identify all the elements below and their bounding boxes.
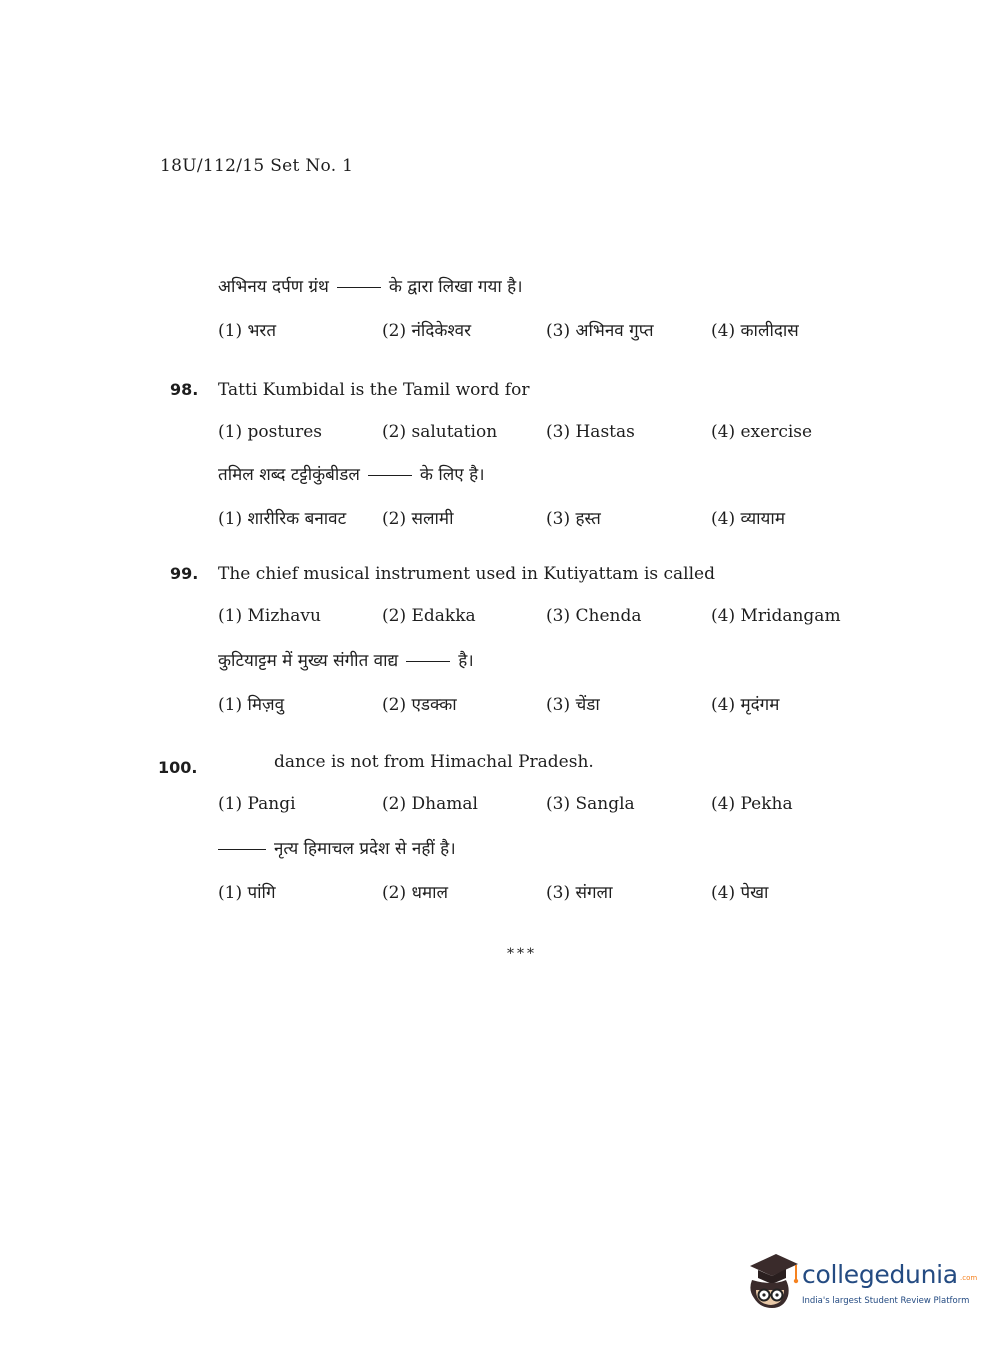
option-1: (1) भरत bbox=[218, 321, 277, 341]
option-2: (2) Edakka bbox=[382, 606, 476, 626]
option-2: (2) नंदिकेश्वर bbox=[382, 321, 472, 341]
option-3: (3) Hastas bbox=[546, 422, 635, 442]
option-4: (4) मृदंगम bbox=[711, 695, 780, 715]
answer-blank bbox=[368, 475, 412, 476]
option-3: (3) संगला bbox=[546, 883, 613, 903]
option-2: (2) salutation bbox=[382, 422, 498, 442]
option-4: (4) पेखा bbox=[711, 883, 769, 903]
hindi-options bbox=[218, 880, 898, 906]
question-english-text: dance is not from Himachal Pradesh. bbox=[274, 752, 594, 772]
page-code: 18U/112/15 Set No. 1 bbox=[160, 156, 354, 176]
question-number: 100. bbox=[158, 758, 198, 777]
english-options bbox=[218, 606, 898, 632]
question-hindi-text: तमिल शब्द टट्टीकुंबीडल के लिए है। bbox=[218, 465, 485, 485]
question-english-text: The chief musical instrument used in Kutiyattam is called bbox=[218, 564, 715, 584]
option-3: (3) चेंडा bbox=[546, 695, 600, 715]
answer-blank bbox=[406, 661, 450, 662]
option-4: (4) Mridangam bbox=[711, 606, 841, 626]
option-3: (3) हस्त bbox=[546, 509, 601, 529]
option-2: (2) Dhamal bbox=[382, 794, 478, 814]
question-hindi-text: कुटियाट्टम में मुख्य संगीत वाद्य है। bbox=[218, 651, 474, 671]
brand-tagline: India's largest Student Review Platform bbox=[802, 1296, 970, 1306]
hindi-options bbox=[218, 506, 898, 532]
option-1: (1) Mizhavu bbox=[218, 606, 321, 626]
question-hindi-text: अभिनय दर्पण ग्रंथ के द्वारा लिखा गया है। bbox=[218, 277, 523, 297]
question-number: 99. bbox=[170, 564, 199, 583]
brand-name: collegedunia bbox=[802, 1260, 958, 1289]
question-number: 98. bbox=[170, 380, 199, 399]
option-1: (1) Pangi bbox=[218, 794, 296, 814]
option-4: (4) कालीदास bbox=[711, 321, 799, 341]
end-of-paper-mark: *** bbox=[507, 946, 537, 962]
hindi-options bbox=[218, 318, 898, 344]
answer-blank bbox=[337, 287, 381, 288]
option-1: (1) शारीरिक बनावट bbox=[218, 509, 347, 529]
option-3: (3) Sangla bbox=[546, 794, 635, 814]
option-2: (2) धमाल bbox=[382, 883, 449, 903]
mascot-icon bbox=[742, 1250, 800, 1316]
english-options bbox=[218, 794, 898, 820]
english-options bbox=[218, 422, 898, 448]
option-1: (1) मिज़वु bbox=[218, 695, 285, 715]
option-4: (4) Pekha bbox=[711, 794, 793, 814]
hindi-options bbox=[218, 692, 898, 718]
option-1: (1) पांगि bbox=[218, 883, 276, 903]
question-hindi-text: नृत्य हिमाचल प्रदेश से नहीं है। bbox=[218, 836, 456, 859]
option-1: (1) postures bbox=[218, 422, 323, 442]
collegedunia-watermark[interactable] bbox=[742, 1250, 978, 1316]
option-2: (2) सलामी bbox=[382, 509, 454, 529]
option-4: (4) व्यायाम bbox=[711, 509, 785, 529]
option-3: (3) Chenda bbox=[546, 606, 642, 626]
option-3: (3) अभिनव गुप्त bbox=[546, 321, 654, 341]
option-2: (2) एडक्का bbox=[382, 695, 457, 715]
brand-dotcom: .com bbox=[960, 1274, 978, 1282]
answer-blank bbox=[218, 849, 266, 850]
question-english-text: Tatti Kumbidal is the Tamil word for bbox=[218, 380, 530, 400]
option-4: (4) exercise bbox=[711, 422, 813, 442]
